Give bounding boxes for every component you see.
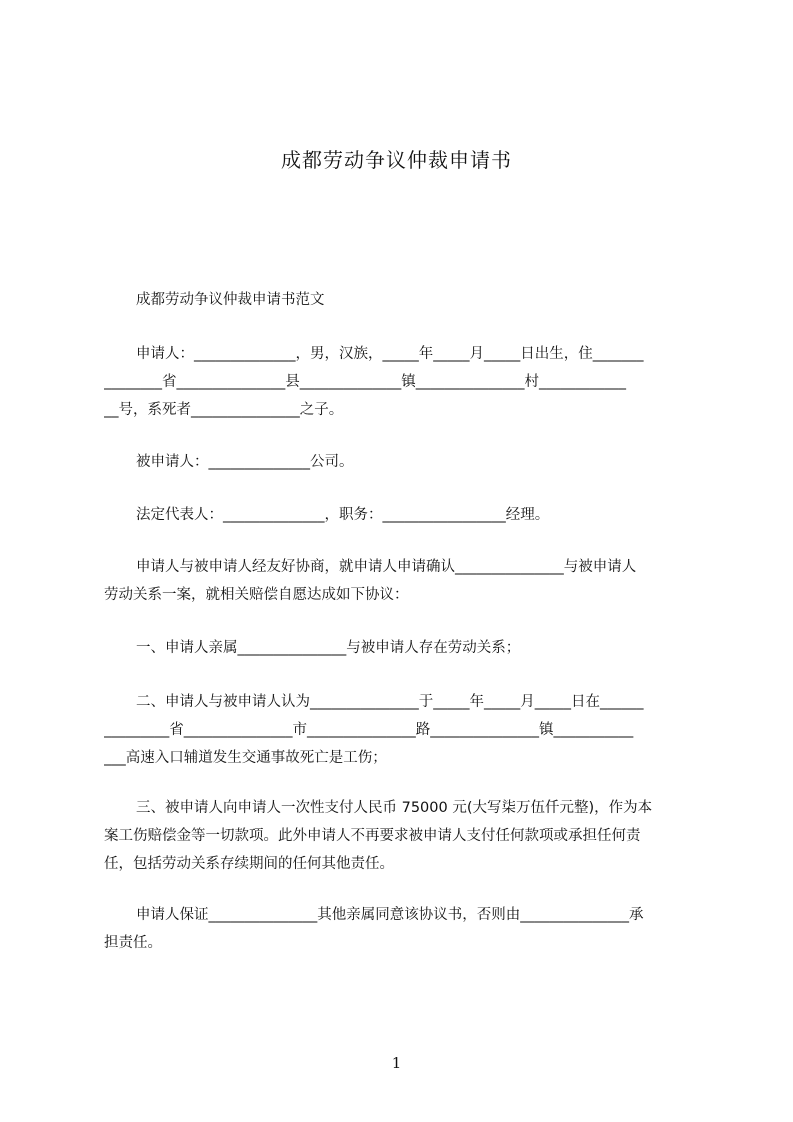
paragraph-line: ________省_______________县______________镇_______________村____________ (104, 374, 626, 390)
clause-two-paragraph (104, 688, 702, 772)
guarantee-paragraph (104, 901, 702, 957)
page-number: 1 (391, 1054, 402, 1072)
document-title: 成都劳动争议仲裁申请书 (281, 148, 512, 172)
paragraph-line: __号，系死者_______________之子。 (104, 402, 344, 418)
subtitle-paragraph (104, 286, 702, 314)
paragraph-line: 申请人与被申请人经友好协商，就申请人申请确认_______________与被申请人 (136, 559, 637, 575)
legal-representative-paragraph (104, 501, 702, 529)
clause-three-paragraph (104, 794, 702, 878)
applicant-paragraph (104, 340, 702, 424)
paragraph-line: 一、申请人亲属_______________与被申请人存在劳动关系； (136, 640, 521, 656)
paragraph-line: ___高速入口辅道发生交通事故死亡是工伤； (104, 750, 387, 766)
paragraph-line: 任，包括劳动关系存续期间的任何其他责任。 (104, 856, 394, 872)
paragraph-line: 担责任。 (104, 935, 162, 951)
negotiation-paragraph (104, 553, 702, 609)
paragraph-line: 法定代表人：______________，职务：_________________经理。 (136, 507, 550, 523)
paragraph-line: 申请人：______________，男，汉族，_____年_____月_____日出生，住_______ (136, 346, 644, 362)
clause-one-paragraph (104, 634, 702, 662)
respondent-paragraph (104, 448, 702, 476)
paragraph-line: 二、申请人与被申请人认为_______________于_____年_____月_____日在______ (136, 694, 644, 710)
paragraph-line: 案工伤赔偿金等一切款项。此外申请人不再要求被申请人支付任何款项或承担任何责 (104, 828, 641, 844)
paragraph-line: _________省_______________市_______________路_______________镇___________ (104, 722, 634, 738)
paragraph-line: 申请人保证_______________其他亲属同意该协议书，否则由_______________承 (136, 907, 644, 923)
paragraph-line: 劳动关系一案，就相关赔偿自愿达成如下协议： (104, 587, 409, 603)
paragraph-line: 三、被申请人向申请人一次性支付人民币 75000 元(大写柒万伍仟元整)，作为本 (136, 800, 653, 816)
paragraph-line: 被申请人：______________公司。 (136, 454, 354, 470)
document-subtitle: 成都劳动争议仲裁申请书范文 (136, 292, 325, 308)
